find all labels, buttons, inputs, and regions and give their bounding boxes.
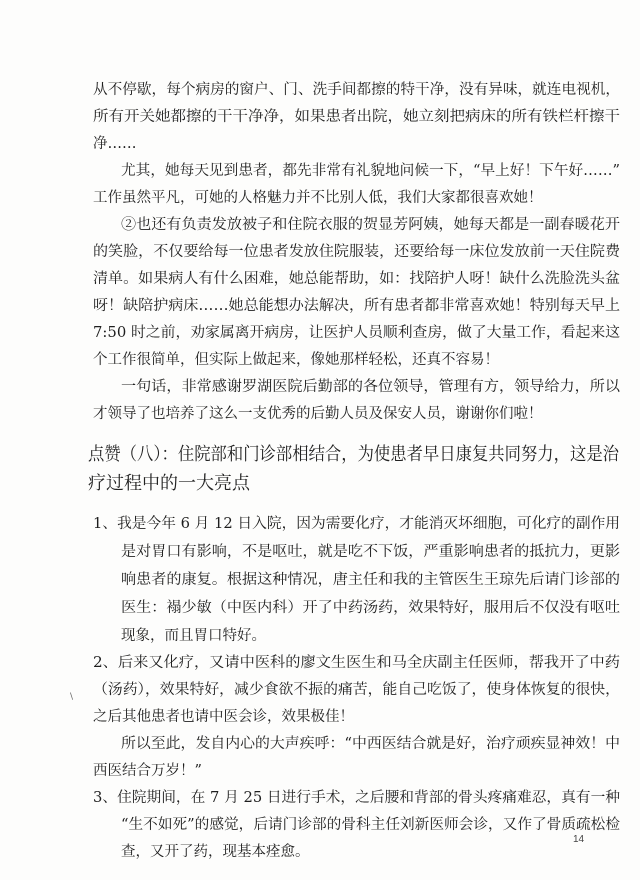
text-line: “生不如死”的感觉，后请门诊部的骨科主任刘新医师会诊，又作了骨质疏松检: [121, 817, 620, 833]
section-heading: 点赞（八）：住院部和门诊部相结合，为使患者早日康复共同努力，这是治: [88, 444, 619, 465]
text-line: 的笑脸，不仅要给每一位患者发放住院服装，还要给每一床位发放前一天住院费: [93, 244, 620, 260]
text-line: 才领导了也培养了这么一支优秀的后勤人员及保安人员，谢谢你们啦！: [93, 406, 543, 422]
text-line: （汤药），效果特好，减少食欲不振的痛苦，能自己吃饭了，使身体恢复的很快，: [93, 682, 620, 698]
text-line: 之后其他患者也请中医会诊，效果极佳！: [93, 709, 354, 725]
text-line: 现象，而且胃口特好。: [121, 628, 266, 644]
text-line: 查，又开了药，现基本痊愈。: [121, 844, 310, 860]
text-line: 个工作很简单，但实际上做起来，像她那样轻松，还真不容易！: [93, 352, 499, 368]
text-line: 一句话，非常感谢罗湖医院后勤部的各位领导，管理有方，领导给力，所以: [121, 379, 620, 395]
text-line: 响患者的康复。根据这种情况，唐主任和我的主管医生王琼先后请门诊部的: [121, 572, 620, 588]
text-line: 呀！缺陪护病床……她总能想办法解决，所有患者都非常喜欢她！特别每天早上: [93, 298, 620, 314]
section-heading: 疗过程中的一大亮点: [88, 473, 250, 494]
scan-mark: \: [70, 692, 74, 702]
text-line: 工作虽然平凡，可她的人格魅力并不比别人低，我们大家都很喜欢她！: [93, 190, 543, 206]
list-item: 3、住院期间，在 7 月 25 日进行手术，之后腰和背部的骨头疼痛难忍，真有一种: [93, 790, 620, 806]
list-item: 2、后来又化疗，又请中医科的廖文生医生和马全庆副主任医师，帮我开了中药: [93, 655, 620, 671]
text-line: 是对胃口有影响，不是呕吐，就是吃不下饭，严重影响患者的抵抗力，更影: [121, 544, 620, 560]
text-line: ②也还有负责发放被子和住院衣服的贺显芳阿姨，她每天都是一副春暖花开: [121, 217, 620, 233]
list-item: 1、我是今年 6 月 12 日入院，因为需要化疗，才能消灭坏细胞，可化疗的副作用: [93, 516, 620, 532]
text-line: 西医结合万岁！”: [93, 763, 202, 779]
text-line: 所以至此，发自内心的大声疾呼：“中西医结合就是好，治疗顽疾显神效！中: [121, 736, 620, 752]
text-line: 所有开关她都擦的干干净净，如果患者出院，她立刻把病床的所有铁栏杆擦干: [93, 109, 620, 125]
text-line: 尤其，她每天见到患者，都先非常有礼貌地问候一下，“早上好！下午好……”: [121, 163, 620, 179]
text-line: 医生：褟少敏（中医内科）开了中药汤药，效果特好，服用后不仅没有呕吐: [121, 600, 620, 616]
text-line: 从不停歇，每个病房的窗户、门、洗手间都擦的特干净，没有异味，就连电视机，: [93, 82, 620, 98]
page-number: 14: [573, 834, 585, 845]
text-line: 清单。如果病人有什么困难，她总能帮助，如：找陪护人呀！缺什么洗脸洗头盆: [93, 271, 620, 287]
text-line: 净……: [93, 136, 137, 152]
text-line: 7:50 时之前，劝家属离开病房，让医护人员顺利查房，做了大量工作，看起来这: [93, 325, 620, 341]
